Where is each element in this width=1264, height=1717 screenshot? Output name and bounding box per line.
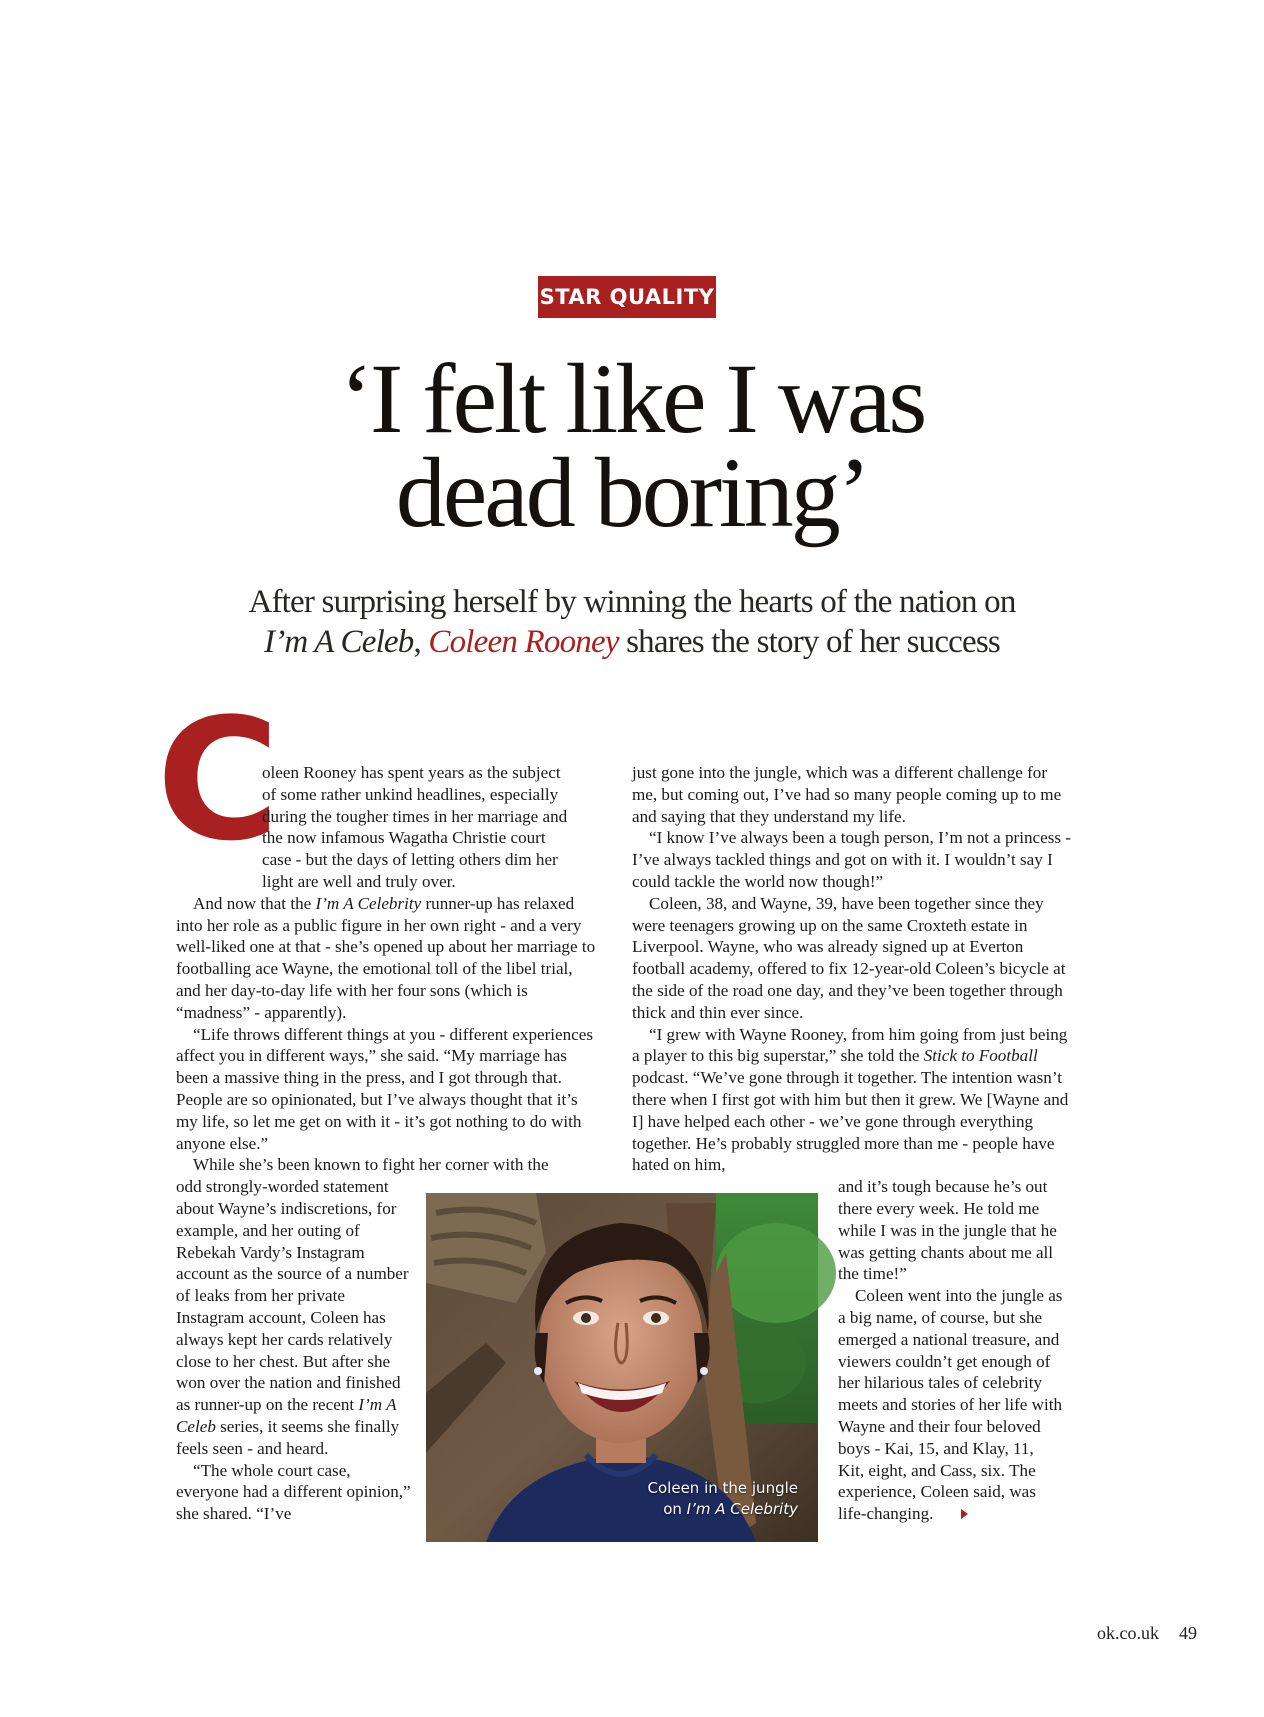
paragraph: While she’s been known to fight her corner with the <box>193 1155 549 1175</box>
text-run: “I grew with Wayne Rooney, from him going from just being a player to this big superstar,” she told the <box>632 1024 1068 1066</box>
standfirst <box>0 582 1264 662</box>
standfirst-comma: , <box>413 624 421 660</box>
paragraph: “Life throws different things at you - different experiences affect you in different ways,” she said. “My marriage has been a massive thing in the press, and I got through that. People are so opinionated, but I’ve always thought that it’s my life, so let me get on with it - it’s got nothing to do with anyone else.” <box>176 1024 593 1153</box>
show-title: I’m A Celebrity <box>315 893 422 913</box>
folio <box>1097 1623 1197 1644</box>
standfirst-name: Coleen Rooney <box>428 624 619 660</box>
paragraph: and it’s tough because he’s out there every week. He told me while I was in the jungle that he was getting chants about me all the time!” <box>838 1177 1057 1284</box>
folio-site: ok.co.uk <box>1097 1623 1159 1643</box>
caption-line-1: Coleen in the jungle <box>647 1479 798 1497</box>
narrow-column-2 <box>838 1176 1064 1525</box>
paragraph: Coleen, 38, and Wayne, 39, have been together since they were teenagers growing up on the same Croxteth estate in Liverpool. Wayne, who was already signed up at Everton football academy, offered to fix 12-year-old Coleen’s bicycle at the side of the road one day, and they’ve been together through thick and thin ever since. <box>632 893 1066 1022</box>
standfirst-line-2 <box>0 622 1264 662</box>
paragraph <box>176 893 600 1024</box>
paragraph: “I know I’ve always been a tough person, I’m not a princess - I’ve always tackled things and got on with it. I wouldn’t say I could tackle the world now though!” <box>632 828 1071 891</box>
narrow-column-1 <box>176 1176 414 1525</box>
caption-show: I’m A Celebrity <box>686 1500 798 1518</box>
text-run: Coleen went into the jungle as a big name, of course, but she emerged a national treasure, and viewers couldn’t get enough of her hilarious tales of celebrity meets and stories of her life with Wayne and their four beloved boys - Kai, 15, and Klay, 11, Kit, eight, and Cass, six. The experience, Coleen said, was life-changing. <box>838 1286 1063 1524</box>
photo-caption <box>648 1478 798 1520</box>
show-title: Stick to Football <box>923 1046 1038 1066</box>
end-of-article-arrow-icon <box>961 1509 968 1519</box>
headline-line-2: dead boring’ <box>395 437 869 548</box>
headline <box>0 343 1264 548</box>
page-number: 49 <box>1179 1623 1197 1643</box>
text-run: And now that the <box>193 893 316 913</box>
paragraph: “The whole court case, everyone had a different opinion,” she shared. “I’ve <box>176 1460 411 1524</box>
text-run: podcast. “We’ve gone through it together. The intention wasn’t there when I first got with him but then it grew. We [Wayne and I] have helped each other - we’ve gone through everything together. He’s probably struggled more than me - people have hated on him, <box>632 1068 1069 1175</box>
section-tag: STAR QUALITY <box>538 276 716 318</box>
text-run: odd strongly-worded statement about Wayne’s indiscretions, for example, and her outing of Rebekah Vardy’s Instagram account as the source of a number of leaks from her private Instagram account, Coleen has always kept her cards relatively close to her chest. But after she won over the nation and finished as runner-up on the recent <box>176 1177 409 1415</box>
caption-on: on <box>663 1500 687 1518</box>
standfirst-show: I’m A Celeb <box>264 624 414 660</box>
paragraph: just gone into the jungle, which was a different challenge for me, but coming out, I’ve had so many people coming up to me and saying that they understand my life. <box>632 763 1062 826</box>
standfirst-line-1: After surprising herself by winning the hearts of the nation on <box>248 584 1016 620</box>
paragraph <box>176 1176 414 1459</box>
paragraph <box>632 1024 1072 1177</box>
text-run: runner-up has relaxed into her role as a public figure in her own right - and a very well-liked one at that - she’s opened up about her marriage to footballing ace Wayne, the emotional toll of the libel trial, and her day-to-day life with her four sons (which is “madness” - apparently). <box>176 893 596 1022</box>
paragraph: oleen Rooney has spent years as the subject of some rather unkind headlines, especially during the tougher times in her marriage and the now infamous Wagatha Christie court case - but the days of letting others dim her light are well and truly over. <box>262 763 568 891</box>
show-title: I’m A Celeb <box>176 1395 397 1436</box>
standfirst-rest: shares the story of her success <box>626 624 1000 660</box>
text-run: series, it seems she finally feels seen - and heard. <box>176 1416 400 1458</box>
drop-cap-letter: C <box>156 682 280 878</box>
paragraph <box>838 1285 1064 1525</box>
caption-line-2 <box>648 1499 798 1520</box>
headline-line-1: ‘I felt like I was <box>339 343 925 454</box>
photo-coleen-jungle <box>426 1193 818 1542</box>
